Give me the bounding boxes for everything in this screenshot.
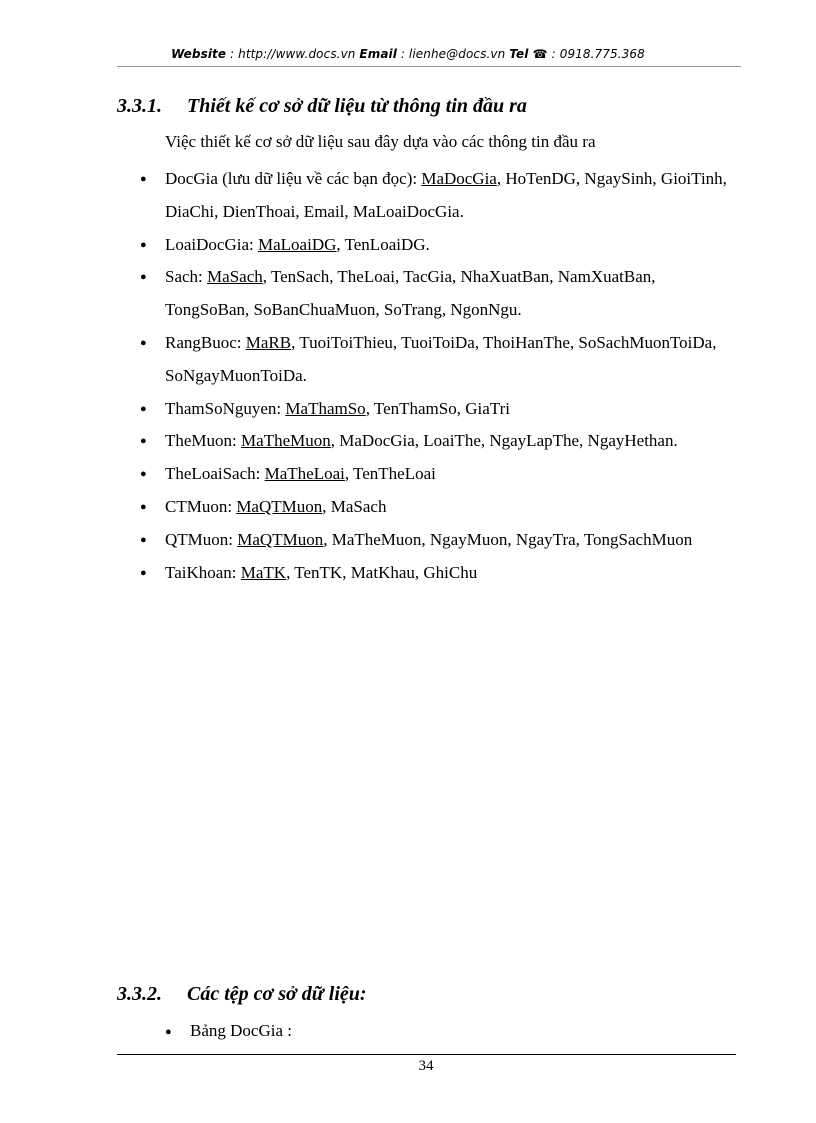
list-item xyxy=(140,393,730,426)
section-title: Các tệp cơ sở dữ liệu: xyxy=(187,983,367,1005)
primary-key: MaSach xyxy=(207,267,263,287)
table-name: Bảng DocGia : xyxy=(190,1021,292,1040)
header-divider xyxy=(117,66,741,67)
entity-name: DocGia (lưu dữ liệu về các bạn đọc): xyxy=(165,169,422,188)
entity-attributes: , MaSach xyxy=(322,496,387,516)
entity-name: TheMuon: xyxy=(165,431,242,451)
section-title: Thiết kế cơ sở dữ liệu từ thông tin đầu ra xyxy=(187,95,527,117)
primary-key: MaThamSo xyxy=(285,398,366,418)
primary-key: MaRB xyxy=(245,332,292,352)
footer-divider xyxy=(117,1054,736,1055)
list-item xyxy=(140,163,730,229)
entity-name: LoaiDocGia: xyxy=(165,234,258,254)
list-item xyxy=(165,1021,292,1041)
entity-attributes: , TenTK, MatKhau, GhiChu xyxy=(286,562,478,582)
entity-name: Sach: xyxy=(165,267,208,287)
list-item xyxy=(140,524,730,557)
intro-paragraph: Việc thiết kế cơ sở dữ liệu sau đây dựa vào các thông tin đầu ra xyxy=(165,132,596,151)
section-heading-3-3-1 xyxy=(117,95,527,118)
primary-key: MaLoaiDG xyxy=(258,234,337,254)
primary-key: MaDocGia xyxy=(421,169,497,188)
entity-attributes: , TuoiToiThieu, TuoiToiDa, ThoiHanThe, SoSachMuonToiDa, SoNgayMuonToiDa. xyxy=(165,332,717,385)
entity-attributes: , MaDocGia, LoaiThe, NgayLapThe, NgayHethan. xyxy=(330,431,678,451)
entity-name: QTMuon: xyxy=(165,529,238,549)
tel-label: Tel ☎ xyxy=(509,47,548,61)
primary-key: MaQTMuon xyxy=(237,529,324,549)
entity-attributes: , TenLoaiDG. xyxy=(336,234,430,254)
page-number: 34 xyxy=(418,1058,434,1074)
entity-attributes: , TenTheLoai xyxy=(344,464,436,484)
email-label: Email xyxy=(359,47,397,61)
entity-name: CTMuon: xyxy=(165,496,237,516)
list-item xyxy=(140,327,730,393)
entity-name: TaiKhoan: xyxy=(165,562,241,582)
primary-key: MaTheLoai xyxy=(264,464,345,484)
entity-attributes: , TenThamSo, GiaTri xyxy=(365,398,510,418)
primary-key: MaTK xyxy=(240,562,287,582)
entity-attributes: , HoTenDG, NgaySinh, GioiTinh, DiaChi, DienThoai, Email, MaLoaiDocGia. xyxy=(165,169,727,221)
page-header xyxy=(0,47,816,61)
website-label: Website xyxy=(171,47,227,61)
section-heading-3-3-2 xyxy=(117,983,367,1006)
list-item xyxy=(140,261,730,327)
list-item xyxy=(140,557,730,590)
entity-name: RangBuoc: xyxy=(165,332,246,352)
email-value: : lienhe@docs.vn xyxy=(396,47,510,61)
entity-attributes: , MaTheMuon, NgayMuon, NgayTra, TongSachMuon xyxy=(323,529,693,549)
website-value: : http://www.docs.vn xyxy=(226,47,360,61)
section-number: 3.3.1. xyxy=(117,95,162,117)
entity-attributes: , TenSach, TheLoai, TacGia, NhaXuatBan, NamXuatBan, TongSoBan, SoBanChuaMuon, SoTrang, NgonNgu. xyxy=(165,267,656,320)
list-item xyxy=(140,425,730,458)
tel-value: : 0918.775.368 xyxy=(547,47,645,61)
primary-key: MaTheMuon xyxy=(241,431,331,451)
list-item xyxy=(140,229,730,262)
entity-name: TheLoaiSach: xyxy=(165,464,265,484)
list-item xyxy=(140,491,730,524)
entity-list xyxy=(140,163,730,589)
list-item xyxy=(140,458,730,491)
section-number: 3.3.2. xyxy=(117,983,162,1005)
primary-key: MaQTMuon xyxy=(236,496,323,516)
entity-name: ThamSoNguyen: xyxy=(165,398,286,418)
